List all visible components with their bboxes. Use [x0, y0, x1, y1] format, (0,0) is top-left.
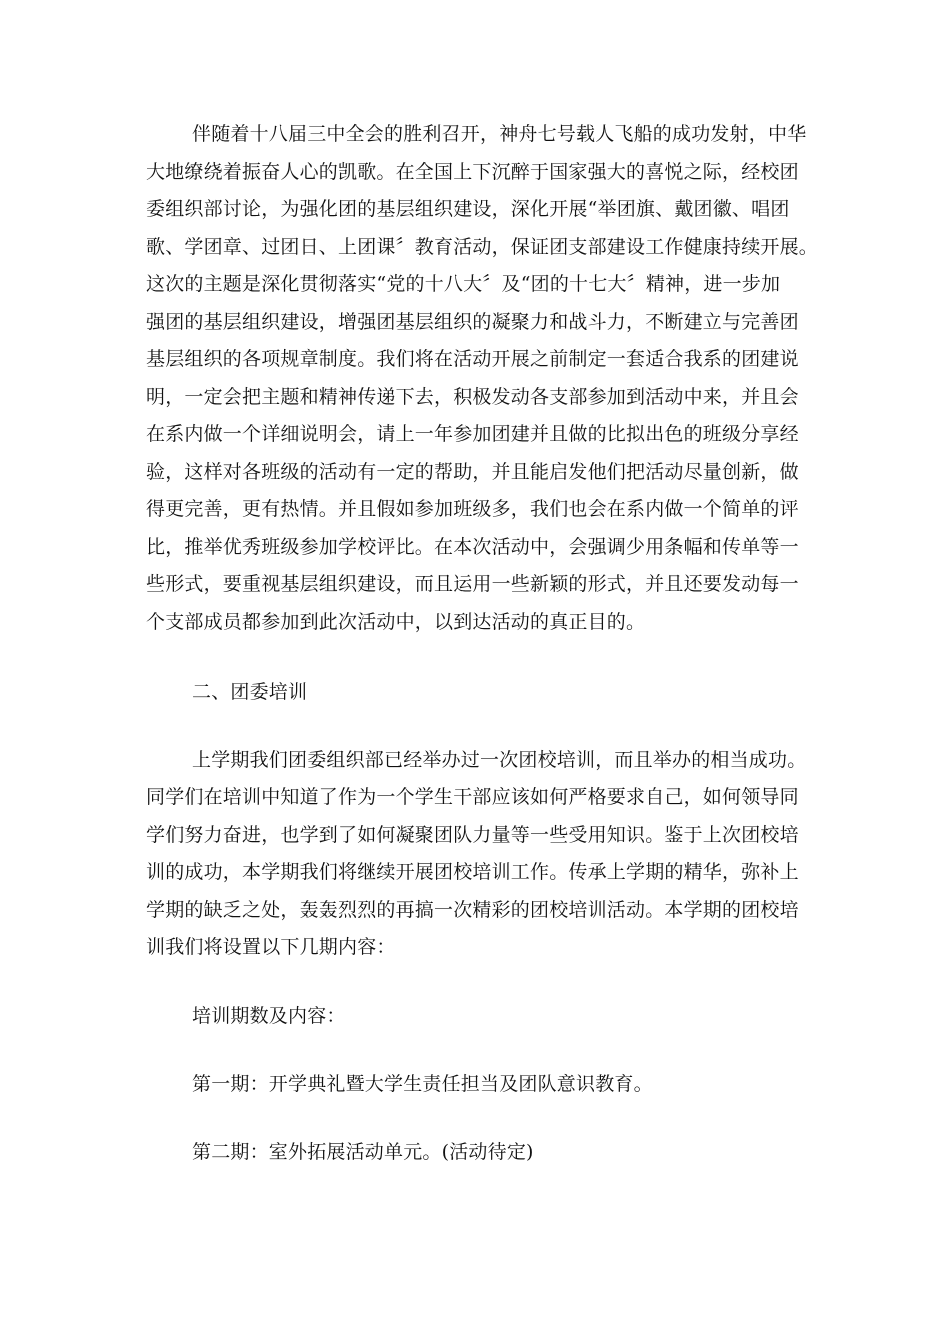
paragraph-line: 学期的缺乏之处，轰轰烈烈的再搞一次精彩的团校培训活动。本学期的团校培	[146, 899, 799, 921]
paragraph-line: 得更完善，更有热情。并且假如参加班级多，我们也会在系内做一个简单的评	[146, 498, 799, 520]
paragraph-line: 伴随着十八届三中全会的胜利召开，神舟七号载人飞船的成功发射，中华	[192, 123, 807, 145]
paragraph-line: 些形式，要重视基层组织建设，而且运用一些新颖的形式，并且还要发动每一	[146, 573, 799, 595]
paragraph-line: 歌、学团章、过团日、上团课〞教育活动，保证团支部建设工作健康持续开展。	[146, 236, 819, 258]
paragraph-line: 比，推举优秀班级参加学校评比。在本次活动中，会强调少用条幅和传单等一	[146, 536, 799, 558]
paragraph-line: 验，这样对各班级的活动有一定的帮助，并且能启发他们把活动尽量创新，做	[146, 461, 799, 483]
paragraph-line: 强团的基层组织建设，增强团基层组织的凝聚力和战斗力，不断建立与完善团	[146, 311, 799, 333]
paragraph-line: 委组织部讨论，为强化团的基层组织建设，深化开展“举团旗、戴团徽、唱团	[146, 198, 790, 220]
paragraph-line: 上学期我们团委组织部已经举办过一次团校培训，而且举办的相当成功。	[192, 749, 807, 771]
paragraph-line: 这次的主题是深化贯彻落实“党的十八大〞及“团的十七大〞精神，进一步加	[146, 273, 781, 295]
paragraph-line: 大地缭绕着振奋人心的凯歌。在全国上下沉醉于国家强大的喜悦之际，经校团	[146, 161, 799, 183]
training-intro: 培训期数及内容：	[192, 1005, 346, 1027]
training-item: 第二期：室外拓展活动单元。(活动待定)	[192, 1141, 534, 1163]
section-heading: 二、团委培训	[192, 681, 308, 703]
training-item: 第一期：开学典礼暨大学生责任担当及团队意识教育。	[192, 1073, 653, 1095]
paragraph-line: 训的成功，本学期我们将继续开展团校培训工作。传承上学期的精华，弥补上	[146, 861, 799, 883]
paragraph-line: 同学们在培训中知道了作为一个学生干部应该如何严格要求自己，如何领导同	[146, 786, 799, 808]
paragraph-line: 在系内做一个详细说明会，请上一年参加团建并且做的比拟出色的班级分享经	[146, 423, 799, 445]
paragraph-line: 训我们将设置以下几期内容：	[146, 936, 396, 958]
paragraph-line: 明，一定会把主题和精神传递下去，积极发动各支部参加到活动中来，并且会	[146, 386, 799, 408]
paragraph-line: 学们努力奋进，也学到了如何凝聚团队力量等一些受用知识。鉴于上次团校培	[146, 824, 799, 846]
paragraph-line: 基层组织的各项规章制度。我们将在活动开展之前制定一套适合我系的团建说	[146, 348, 799, 370]
paragraph-line: 个支部成员都参加到此次活动中，以到达活动的真正目的。	[146, 611, 646, 633]
